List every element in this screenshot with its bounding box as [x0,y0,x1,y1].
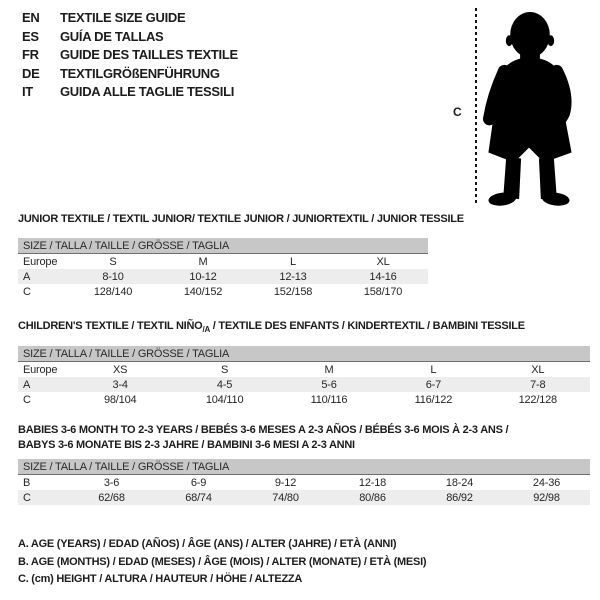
size-value-cell: 9-12 [274,476,297,489]
language-title: GUIDA ALLE TAGLIE TESSILI [60,84,235,99]
size-value-cell: 18-24 [445,476,474,489]
size-value-cell: 152/158 [273,285,313,298]
size-value-cell: 6-9 [190,476,207,489]
table-row [18,392,590,407]
language-code: ES [22,28,39,44]
row-label-cell: B [23,476,31,489]
size-value-cell: 80/86 [329,490,416,505]
babies-table-title [18,423,508,453]
size-value-cell: M [324,363,334,376]
table-row [18,490,590,505]
size-value-cell: 14-16 [338,269,428,284]
children-title-text: / TEXTILE DES ENFANTS / KINDERTEXTIL / BAMBINI TESSILE [209,320,525,332]
children-title-subscript: /A [202,325,210,335]
language-row [22,65,238,84]
footnotes-block [18,536,426,589]
footnote-height: C. (cm) HEIGHT / ALTURA / HAUTEUR / HÖHE / ALTEZZA [18,573,303,585]
language-title: GUIDE DES TAILLES TEXTILE [60,47,238,62]
baby-silhouette-icon [482,10,578,208]
height-measure-label: C [453,105,462,119]
language-title: TEXTILGRÖßENFÜHRUNG [60,65,220,81]
row-label-cell: C [18,490,68,505]
language-code: DE [22,65,40,81]
size-value-cell: 86/92 [416,490,503,505]
size-value-cell: XL [376,255,390,268]
size-value-cell: 98/104 [103,393,137,406]
size-header: SIZE / TALLA / TAILLE / GRÖSSE / TAGLIA [18,346,590,362]
row-label-cell: C [23,393,31,406]
height-measure-line [475,8,477,206]
size-value-cell: 3-6 [103,476,120,489]
size-value-cell: S [109,255,117,268]
size-value-cell: 140/152 [183,285,223,298]
size-header: SIZE / TALLA / TAILLE / GRÖSSE / TAGLIA [18,238,428,254]
footnote-age-months: B. AGE (MONTHS) / EDAD (MESES) / ÂGE (MOIS) / ALTER (MONATE) / ETÀ (MESI) [18,555,427,568]
size-value-cell: 128/140 [93,285,133,298]
row-label-cell: A [18,377,68,392]
size-value-cell: L [430,363,437,376]
size-value-cell: 116/122 [414,393,453,406]
size-value-cell: 10-12 [158,269,248,284]
size-value-cell: 5-6 [277,377,381,392]
size-value-cell: 24-36 [532,476,561,489]
size-value-cell: 68/74 [155,490,242,505]
babies-title-line1: BABIES 3-6 MONTH TO 2-3 YEARS / BEBÉS 3-6 MESES A 2-3 AÑOS / BÉBÉS 3-6 MOIS À 2-3 ANS / [18,424,509,436]
size-value-cell: 3-4 [68,377,172,392]
language-code: IT [22,84,33,99]
size-value-cell: 8-10 [68,269,158,284]
footnote-age-years: A. AGE (YEARS) / EDAD (AÑOS) / ÂGE (ANS) / ALTER (JAHRE) / ETÀ (ANNI) [18,538,397,550]
size-value-cell: 62/68 [68,490,155,505]
language-row [22,28,238,47]
language-row [22,46,238,65]
size-value-cell: 92/98 [503,490,590,505]
table-row [18,377,590,392]
size-value-cell: 4-5 [172,377,276,392]
size-value-cell: L [290,255,296,268]
size-value-cell: 12-18 [358,476,387,489]
size-value-cell: XS [113,363,128,376]
language-code: FR [22,47,39,62]
row-label-cell: Europe [23,255,58,268]
language-code: EN [22,10,40,25]
size-value-cell: 7-8 [486,377,590,392]
children-table-title [18,320,525,334]
table-row [18,254,428,270]
table-row [18,284,428,299]
babies-title-line2: BABYS 3-6 MONATE BIS 2-3 JAHRE / BAMBINI 3-6 MESI A 2-3 ANNI [18,439,355,451]
table-row [18,475,590,491]
size-value-cell: 110/116 [310,393,348,406]
size-header: SIZE / TALLA / TAILLE / GRÖSSE / TAGLIA [18,459,590,475]
row-label-cell: A [18,269,68,284]
size-value-cell: 158/170 [363,285,403,298]
size-value-cell: S [221,363,229,376]
language-title-block [22,9,238,102]
row-label-cell: Europe [23,363,58,376]
junior-size-table [18,238,428,299]
size-value-cell: 74/80 [242,490,329,505]
language-title: GUÍA DE TALLAS [60,28,164,44]
size-value-cell: 122/128 [518,393,557,406]
language-title: TEXTILE SIZE GUIDE [60,10,186,25]
language-row [22,9,238,28]
children-title-text: CHILDREN'S TEXTILE / TEXTIL NIÑO [18,320,203,332]
size-value-cell: M [198,255,208,268]
size-value-cell: XL [531,363,545,376]
children-size-table [18,346,590,407]
table-row [18,269,428,284]
row-label-cell: C [23,285,31,298]
babies-size-table [18,459,590,505]
language-row [22,83,238,102]
junior-table-title: JUNIOR TEXTILE / TEXTIL JUNIOR/ TEXTILE JUNIOR / JUNIORTEXTIL / JUNIOR TESSILE [18,213,464,225]
size-value-cell: 104/110 [205,393,244,406]
size-value-cell: 6-7 [381,377,485,392]
table-row [18,362,590,378]
size-value-cell: 12-13 [248,269,338,284]
